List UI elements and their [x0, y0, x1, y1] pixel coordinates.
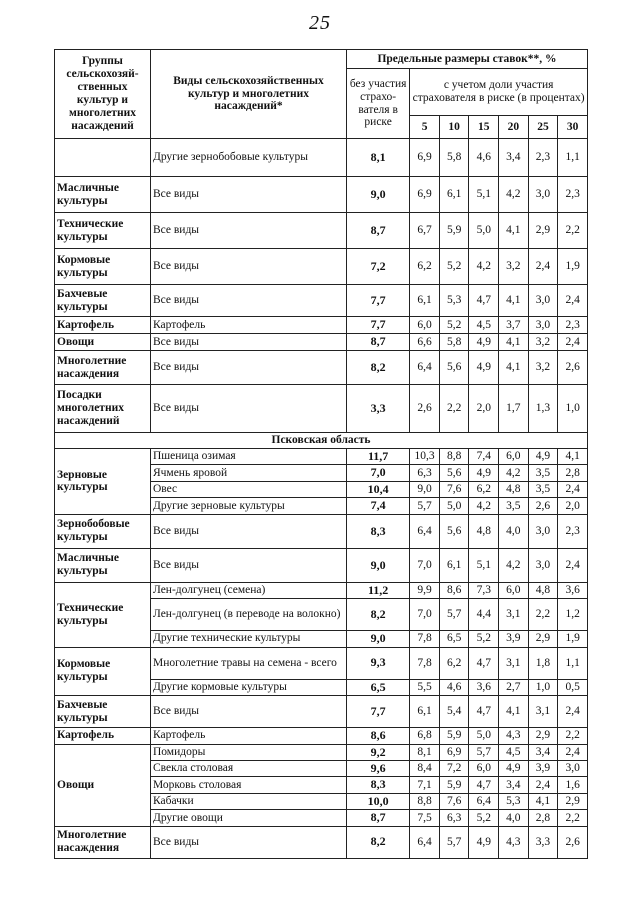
rate-cell-share-10: 5,2: [439, 249, 469, 285]
rate-cell-share-30: 2,4: [558, 481, 588, 497]
rate-cell-share-10: 5,6: [439, 514, 469, 548]
table-body: [55, 139, 588, 859]
rate-cell-share-20: 4,3: [499, 728, 529, 744]
rate-cell-share-10: 5,8: [439, 334, 469, 351]
rate-cell-share-15: 4,7: [469, 647, 499, 679]
table-row: [55, 285, 588, 317]
crop-group-cell: Кормовые культуры: [55, 249, 151, 285]
rate-cell-share-10: 7,6: [439, 481, 469, 497]
base-rate-cell: 9,0: [346, 177, 409, 213]
rate-cell-share-5: 8,1: [410, 744, 440, 760]
rate-cell-share-30: 1,9: [558, 631, 588, 647]
rate-cell-share-25: 4,8: [528, 582, 558, 598]
rate-cell-share-30: 2,9: [558, 793, 588, 809]
rate-cell-share-25: 3,4: [528, 744, 558, 760]
rate-cell-share-10: 6,1: [439, 548, 469, 582]
table-row: [55, 696, 588, 728]
table-row: [55, 449, 588, 465]
base-rate-cell: 9,3: [346, 647, 409, 679]
rate-cell-share-25: 3,0: [528, 285, 558, 317]
rate-cell-share-10: 6,1: [439, 177, 469, 213]
base-rate-cell: 8,6: [346, 728, 409, 744]
rate-cell-share-25: 1,8: [528, 647, 558, 679]
crop-group-cell: Овощи: [55, 334, 151, 351]
rate-cell-share-20: 2,7: [499, 679, 529, 695]
rate-cell-share-5: 8,4: [410, 760, 440, 776]
crop-kind-cell: Все виды: [150, 334, 346, 351]
crop-kind-cell: Лен-долгунец (семена): [150, 582, 346, 598]
table-row: [55, 647, 588, 679]
rate-cell-share-25: 3,3: [528, 826, 558, 858]
rate-cell-share-15: 4,9: [469, 826, 499, 858]
rate-cell-share-10: 2,2: [439, 385, 469, 433]
rate-cell-share-25: 2,8: [528, 810, 558, 826]
crop-group-cell: Масличные культуры: [55, 548, 151, 582]
crop-kind-cell: Все виды: [150, 514, 346, 548]
table-row: [55, 177, 588, 213]
rate-cell-share-30: 1,0: [558, 385, 588, 433]
table-header: [55, 50, 588, 139]
rate-cell-share-15: 5,7: [469, 744, 499, 760]
rate-cell-share-15: 4,8: [469, 514, 499, 548]
crop-group-cell: Картофель: [55, 317, 151, 334]
rate-cell-share-30: 2,4: [558, 744, 588, 760]
rate-cell-share-20: 4,2: [499, 548, 529, 582]
header-group-column: Группы сельскохозяй-ственных культур и многолетних насаждений: [55, 50, 151, 139]
rate-cell-share-25: 3,5: [528, 481, 558, 497]
rate-cell-share-15: 4,9: [469, 334, 499, 351]
rate-cell-share-15: 4,4: [469, 599, 499, 631]
crop-group-cell: Посадки многолетних насаждений: [55, 385, 151, 433]
rate-cell-share-25: 3,9: [528, 760, 558, 776]
crop-kind-cell: Все виды: [150, 696, 346, 728]
rate-cell-share-5: 6,6: [410, 334, 440, 351]
rate-cell-share-5: 7,5: [410, 810, 440, 826]
table-row: [55, 385, 588, 433]
rate-cell-share-10: 5,0: [439, 498, 469, 514]
rate-cell-share-5: 6,7: [410, 213, 440, 249]
rate-cell-share-20: 4,1: [499, 334, 529, 351]
rate-cell-share-25: 2,4: [528, 249, 558, 285]
rate-cell-share-30: 2,2: [558, 728, 588, 744]
crop-kind-cell: Кабачки: [150, 793, 346, 809]
base-rate-cell: 10,0: [346, 793, 409, 809]
rate-cell-share-15: 4,2: [469, 249, 499, 285]
rate-cell-share-15: 7,3: [469, 582, 499, 598]
rate-cell-share-5: 6,9: [410, 177, 440, 213]
rate-cell-share-30: 2,3: [558, 514, 588, 548]
rate-cell-share-20: 4,5: [499, 744, 529, 760]
rate-cell-share-15: 4,5: [469, 317, 499, 334]
crop-kind-cell: Все виды: [150, 249, 346, 285]
rate-cell-share-25: 3,2: [528, 351, 558, 385]
rate-cell-share-20: 4,3: [499, 826, 529, 858]
rate-cell-share-20: 3,1: [499, 647, 529, 679]
rate-cell-share-25: 3,0: [528, 548, 558, 582]
rate-cell-share-20: 6,0: [499, 449, 529, 465]
crop-group-cell: [55, 139, 151, 177]
rate-cell-share-20: 4,1: [499, 213, 529, 249]
rate-cell-share-15: 7,4: [469, 449, 499, 465]
crop-group-cell: Бахчевые культуры: [55, 696, 151, 728]
crop-kind-cell: Все виды: [150, 177, 346, 213]
rate-cell-share-15: 5,2: [469, 810, 499, 826]
rate-cell-share-20: 4,9: [499, 760, 529, 776]
table-row: [55, 334, 588, 351]
rate-cell-share-20: 4,0: [499, 810, 529, 826]
base-rate-cell: 3,3: [346, 385, 409, 433]
crop-group-cell: Бахчевые культуры: [55, 285, 151, 317]
rate-cell-share-10: 6,5: [439, 631, 469, 647]
rate-cell-share-25: 3,0: [528, 514, 558, 548]
rate-cell-share-25: 2,4: [528, 777, 558, 793]
rate-cell-share-5: 6,8: [410, 728, 440, 744]
rate-cell-share-10: 5,7: [439, 826, 469, 858]
crop-kind-cell: Овес: [150, 481, 346, 497]
rate-cell-share-25: 3,2: [528, 334, 558, 351]
crop-kind-cell: Другие овощи: [150, 810, 346, 826]
rate-cell-share-15: 5,0: [469, 728, 499, 744]
header-share-10: 10: [439, 116, 469, 139]
base-rate-cell: 9,2: [346, 744, 409, 760]
rate-cell-share-10: 5,9: [439, 728, 469, 744]
rate-cell-share-30: 2,2: [558, 213, 588, 249]
rate-cell-share-10: 5,4: [439, 696, 469, 728]
rate-cell-share-30: 2,4: [558, 548, 588, 582]
rate-cell-share-25: 3,0: [528, 317, 558, 334]
rate-cell-share-10: 8,8: [439, 449, 469, 465]
crop-kind-cell: Пшеница озимая: [150, 449, 346, 465]
rate-cell-share-30: 2,4: [558, 696, 588, 728]
crop-kind-cell: Картофель: [150, 317, 346, 334]
crop-kind-cell: Морковь столовая: [150, 777, 346, 793]
rate-cell-share-30: 1,2: [558, 599, 588, 631]
crop-kind-cell: Помидоры: [150, 744, 346, 760]
header-share-5: 5: [410, 116, 440, 139]
rate-cell-share-20: 3,9: [499, 631, 529, 647]
crop-kind-cell: Другие зерновые культуры: [150, 498, 346, 514]
base-rate-cell: 7,7: [346, 285, 409, 317]
rate-cell-share-25: 3,5: [528, 465, 558, 481]
base-rate-cell: 8,7: [346, 213, 409, 249]
crop-kind-cell: Другие зернобобовые культуры: [150, 139, 346, 177]
base-rate-cell: 11,2: [346, 582, 409, 598]
base-rate-cell: 6,5: [346, 679, 409, 695]
rate-cell-share-5: 6,2: [410, 249, 440, 285]
rate-cell-share-30: 2,6: [558, 351, 588, 385]
crop-kind-cell: Все виды: [150, 351, 346, 385]
rate-cell-share-30: 1,6: [558, 777, 588, 793]
rate-cell-share-15: 4,9: [469, 465, 499, 481]
rate-cell-share-20: 3,2: [499, 249, 529, 285]
rate-cell-share-5: 6,1: [410, 696, 440, 728]
page-number: 25: [309, 12, 331, 34]
rate-cell-share-5: 6,4: [410, 826, 440, 858]
table-row: [55, 548, 588, 582]
crop-kind-cell: Другие технические культуры: [150, 631, 346, 647]
rate-cell-share-15: 5,0: [469, 213, 499, 249]
crop-kind-cell: Свекла столовая: [150, 760, 346, 776]
table-row: [55, 744, 588, 760]
table-row: [55, 826, 588, 858]
rate-cell-share-30: 2,4: [558, 334, 588, 351]
rate-cell-share-25: 3,1: [528, 696, 558, 728]
rate-cell-share-20: 4,1: [499, 696, 529, 728]
base-rate-cell: 7,4: [346, 498, 409, 514]
base-rate-cell: 7,0: [346, 465, 409, 481]
base-rate-cell: 8,7: [346, 334, 409, 351]
crop-kind-cell: Все виды: [150, 826, 346, 858]
header-no-participation: без участия страхо-вателя в риске: [346, 69, 409, 139]
rate-cell-share-30: 2,2: [558, 810, 588, 826]
rate-cell-share-30: 2,3: [558, 317, 588, 334]
crop-kind-cell: Картофель: [150, 728, 346, 744]
rate-cell-share-15: 5,1: [469, 177, 499, 213]
table-row: [55, 317, 588, 334]
rate-cell-share-5: 10,3: [410, 449, 440, 465]
base-rate-cell: 11,7: [346, 449, 409, 465]
rate-cell-share-10: 6,3: [439, 810, 469, 826]
base-rate-cell: 7,2: [346, 249, 409, 285]
rate-cell-share-20: 4,2: [499, 177, 529, 213]
rate-cell-share-30: 2,0: [558, 498, 588, 514]
crop-group-cell: Технические культуры: [55, 213, 151, 249]
rate-cell-share-30: 4,1: [558, 449, 588, 465]
crop-kind-cell: Лен-долгунец (в переводе на волокно): [150, 599, 346, 631]
rate-cell-share-10: 7,2: [439, 760, 469, 776]
crop-kind-cell: Все виды: [150, 213, 346, 249]
rate-cell-share-20: 4,2: [499, 465, 529, 481]
region-title: Псковская область: [55, 433, 588, 449]
rate-cell-share-25: 1,3: [528, 385, 558, 433]
crop-kind-cell: Все виды: [150, 548, 346, 582]
rate-cell-share-20: 3,7: [499, 317, 529, 334]
rate-cell-share-15: 6,0: [469, 760, 499, 776]
rate-cell-share-30: 2,6: [558, 826, 588, 858]
table-row: [55, 351, 588, 385]
rate-cell-share-15: 2,0: [469, 385, 499, 433]
rate-cell-share-25: 2,9: [528, 631, 558, 647]
rate-cell-share-10: 5,8: [439, 139, 469, 177]
rate-cell-share-10: 6,2: [439, 647, 469, 679]
rate-cell-share-5: 6,9: [410, 139, 440, 177]
rate-cell-share-15: 4,9: [469, 351, 499, 385]
rate-cell-share-10: 6,9: [439, 744, 469, 760]
rate-cell-share-10: 5,2: [439, 317, 469, 334]
rate-cell-share-5: 8,8: [410, 793, 440, 809]
rate-cell-share-5: 9,9: [410, 582, 440, 598]
rate-cell-share-10: 5,9: [439, 777, 469, 793]
rate-cell-share-10: 5,7: [439, 599, 469, 631]
header-share-20: 20: [499, 116, 529, 139]
region-row: [55, 433, 588, 449]
rate-cell-share-10: 5,6: [439, 351, 469, 385]
crop-kind-cell: Ячмень яровой: [150, 465, 346, 481]
table-row: [55, 139, 588, 177]
header-share-15: 15: [469, 116, 499, 139]
rate-cell-share-5: 6,4: [410, 514, 440, 548]
header-rates-title: Предельные размеры ставок**, %: [346, 50, 587, 69]
rate-cell-share-30: 3,0: [558, 760, 588, 776]
rate-cell-share-5: 7,8: [410, 631, 440, 647]
rate-cell-share-5: 7,8: [410, 647, 440, 679]
rate-cell-share-30: 2,8: [558, 465, 588, 481]
base-rate-cell: 8,3: [346, 514, 409, 548]
rate-cell-share-15: 5,2: [469, 631, 499, 647]
rate-cell-share-20: 3,4: [499, 139, 529, 177]
rate-cell-share-5: 6,1: [410, 285, 440, 317]
header-share-30: 30: [558, 116, 588, 139]
rate-cell-share-15: 4,2: [469, 498, 499, 514]
base-rate-cell: 8,2: [346, 599, 409, 631]
rate-cell-share-30: 2,4: [558, 285, 588, 317]
base-rate-cell: 8,3: [346, 777, 409, 793]
rate-cell-share-25: 3,0: [528, 177, 558, 213]
rate-cell-share-20: 4,1: [499, 285, 529, 317]
rate-cell-share-20: 4,1: [499, 351, 529, 385]
crop-kind-cell: Другие кормовые культуры: [150, 679, 346, 695]
base-rate-cell: 9,0: [346, 631, 409, 647]
crop-group-cell: Овощи: [55, 744, 151, 826]
insurance-rates-table: [54, 49, 588, 859]
crop-group-cell: Многолетние насаждения: [55, 351, 151, 385]
base-rate-cell: 8,1: [346, 139, 409, 177]
rate-cell-share-30: 3,6: [558, 582, 588, 598]
base-rate-cell: 7,7: [346, 696, 409, 728]
rate-cell-share-10: 4,6: [439, 679, 469, 695]
rate-cell-share-30: 1,9: [558, 249, 588, 285]
rate-cell-share-20: 3,4: [499, 777, 529, 793]
rate-cell-share-5: 5,7: [410, 498, 440, 514]
crop-group-cell: Кормовые культуры: [55, 647, 151, 695]
crop-group-cell: Зерновые культуры: [55, 449, 151, 515]
base-rate-cell: 8,7: [346, 810, 409, 826]
header-kind-column: Виды сельскохозяйственных культур и многолетних насаждений*: [150, 50, 346, 139]
crop-group-cell: Зернобобовые культуры: [55, 514, 151, 548]
header-with-participation: с учетом доли участия страхователя в риске (в процентах): [410, 69, 588, 116]
rate-cell-share-30: 0,5: [558, 679, 588, 695]
rate-cell-share-5: 6,3: [410, 465, 440, 481]
rate-cell-share-5: 6,0: [410, 317, 440, 334]
rate-cell-share-20: 1,7: [499, 385, 529, 433]
crop-kind-cell: Все виды: [150, 385, 346, 433]
crop-group-cell: Картофель: [55, 728, 151, 744]
rate-cell-share-25: 2,9: [528, 728, 558, 744]
rate-cell-share-15: 4,7: [469, 285, 499, 317]
table-row: [55, 249, 588, 285]
rate-cell-share-30: 1,1: [558, 139, 588, 177]
base-rate-cell: 9,6: [346, 760, 409, 776]
base-rate-cell: 7,7: [346, 317, 409, 334]
rate-cell-share-20: 4,8: [499, 481, 529, 497]
rate-cell-share-25: 2,3: [528, 139, 558, 177]
rate-cell-share-10: 5,3: [439, 285, 469, 317]
crop-kind-cell: Все виды: [150, 285, 346, 317]
rate-cell-share-25: 1,0: [528, 679, 558, 695]
rate-cell-share-15: 4,6: [469, 139, 499, 177]
table-row: [55, 582, 588, 598]
rate-cell-share-20: 3,5: [499, 498, 529, 514]
header-share-25: 25: [528, 116, 558, 139]
table-row: [55, 728, 588, 744]
rate-cell-share-20: 4,0: [499, 514, 529, 548]
rate-cell-share-5: 7,0: [410, 548, 440, 582]
rate-cell-share-10: 5,6: [439, 465, 469, 481]
rate-cell-share-5: 7,1: [410, 777, 440, 793]
base-rate-cell: 9,0: [346, 548, 409, 582]
rate-cell-share-5: 9,0: [410, 481, 440, 497]
rate-cell-share-5: 2,6: [410, 385, 440, 433]
crop-kind-cell: Многолетние травы на семена - всего: [150, 647, 346, 679]
crop-group-cell: Масличные культуры: [55, 177, 151, 213]
base-rate-cell: 8,2: [346, 826, 409, 858]
rate-cell-share-20: 3,1: [499, 599, 529, 631]
rate-cell-share-5: 7,0: [410, 599, 440, 631]
base-rate-cell: 10,4: [346, 481, 409, 497]
rate-cell-share-15: 6,2: [469, 481, 499, 497]
crop-group-cell: Многолетние насаждения: [55, 826, 151, 858]
rate-cell-share-20: 6,0: [499, 582, 529, 598]
table-row: [55, 514, 588, 548]
rate-cell-share-15: 4,7: [469, 777, 499, 793]
rate-cell-share-10: 5,9: [439, 213, 469, 249]
rate-cell-share-30: 1,1: [558, 647, 588, 679]
rate-cell-share-25: 4,9: [528, 449, 558, 465]
rate-cell-share-20: 5,3: [499, 793, 529, 809]
rate-cell-share-15: 3,6: [469, 679, 499, 695]
rate-cell-share-25: 2,9: [528, 213, 558, 249]
rate-cell-share-15: 6,4: [469, 793, 499, 809]
rate-cell-share-25: 2,6: [528, 498, 558, 514]
rate-cell-share-30: 2,3: [558, 177, 588, 213]
rate-cell-share-5: 5,5: [410, 679, 440, 695]
rate-cell-share-25: 2,2: [528, 599, 558, 631]
rate-cell-share-25: 4,1: [528, 793, 558, 809]
rate-cell-share-5: 6,4: [410, 351, 440, 385]
crop-group-cell: Технические культуры: [55, 582, 151, 647]
rate-cell-share-15: 5,1: [469, 548, 499, 582]
rate-cell-share-15: 4,7: [469, 696, 499, 728]
base-rate-cell: 8,2: [346, 351, 409, 385]
rate-cell-share-10: 7,6: [439, 793, 469, 809]
rate-cell-share-10: 8,6: [439, 582, 469, 598]
table-row: [55, 213, 588, 249]
